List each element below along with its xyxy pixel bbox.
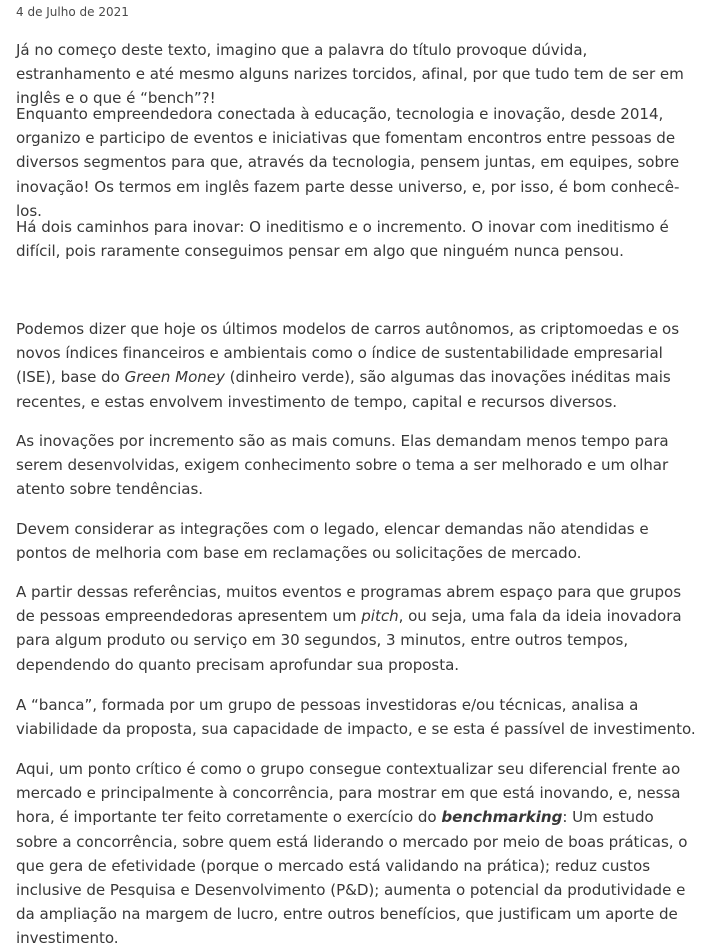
emphasis-green-money: Green Money — [124, 368, 225, 387]
paragraph-7-text-start: A partir dessas referências, muitos eventos e programas abrem espaço para que grupos de pessoas empreendedoras apresentem um — [16, 583, 682, 626]
paragraph-7-text-end: , ou seja, uma fala da ideia inovadora para algum produto ou serviço em 30 segundos, 3 minutos, entre outros tempos, dependendo do quanto precisam aprofundar sua proposta. — [16, 607, 682, 674]
paragraph-1: Já no começo deste texto, imagino que a palavra do título provoque dúvida, estranhamento e até mesmo alguns narizes torcidos, afinal, por que tudo tem de ser em inglês e o que é “bench”?! — [16, 41, 684, 108]
paragraph-6: Devem considerar as integrações com o legado, elencar demandas não atendidas e pontos de melhoria com base em reclamações ou solicitações de mercado. — [16, 520, 649, 563]
paragraph-2: Enquanto empreendedora conectada à educação, tecnologia e inovação, desde 2014, organizo e participo de eventos e iniciativas que fomentam encontros entre pessoas de diversos segmentos para que, através da tecnologia, pensem juntas, em equipes, sobre inovação! Os termos em inglês fazem parte desse universo, e, por isso, é bom conhecê-los. — [16, 105, 680, 220]
paragraph-9 — [16, 757, 700, 951]
article-date: 4 de Julho de 2021 — [16, 5, 129, 19]
paragraph-3: Há dois caminhos para inovar: O ineditismo e o incremento. O inovar com ineditismo é difícil, pois raramente conseguimos pensar em algo que ninguém nunca pensou. — [16, 218, 669, 261]
emphasis-benchmarking: benchmarking — [441, 808, 563, 827]
paragraph-4 — [16, 317, 700, 414]
paragraph-8: A “banca”, formada por um grupo de pessoas investidoras e/ou técnicas, analisa a viabilidade da proposta, sua capacidade de impacto, e se esta é passível de investimento. — [16, 696, 696, 739]
paragraph-5: As inovações por incremento são as mais comuns. Elas demandam menos tempo para serem desenvolvidas, exigem conhecimento sobre o tema a ser melhorado e um olhar atento sobre tendências. — [16, 432, 669, 499]
paragraph-9-text-start: Aqui, um ponto crítico é como o grupo consegue contextualizar seu diferencial frente ao mercado e principalmente à concorrência, para mostrar em que está inovando, e, nessa hora, é importante ter feito corretamente o exercício do — [16, 760, 681, 827]
paragraph-4-text-end: (dinheiro verde), são algumas das inovações inéditas mais recentes, e estas envolvem investimento de tempo, capital e recursos diversos. — [16, 368, 671, 411]
emphasis-pitch: pitch — [361, 607, 399, 626]
paragraph-7 — [16, 580, 700, 677]
paragraph-4-text-start: Podemos dizer que hoje os últimos modelos de carros autônomos, as criptomoedas e os novos índices financeiros e ambientais como o índice de sustentabilidade empresarial (ISE), base do — [16, 320, 680, 387]
paragraph-9-text-end: : Um estudo sobre a concorrência, sobre quem está liderando o mercado por meio de boas práticas, o que gera de efetividade (porque o mercado está validando na prática); reduz custos inclusive de Pesquisa e Desenvolvimento (P&D); aumenta o potencial da produtividade e da ampliação na margem de lucro, entre outros benefícios, que justificam um aporte de investimento. — [16, 808, 688, 948]
